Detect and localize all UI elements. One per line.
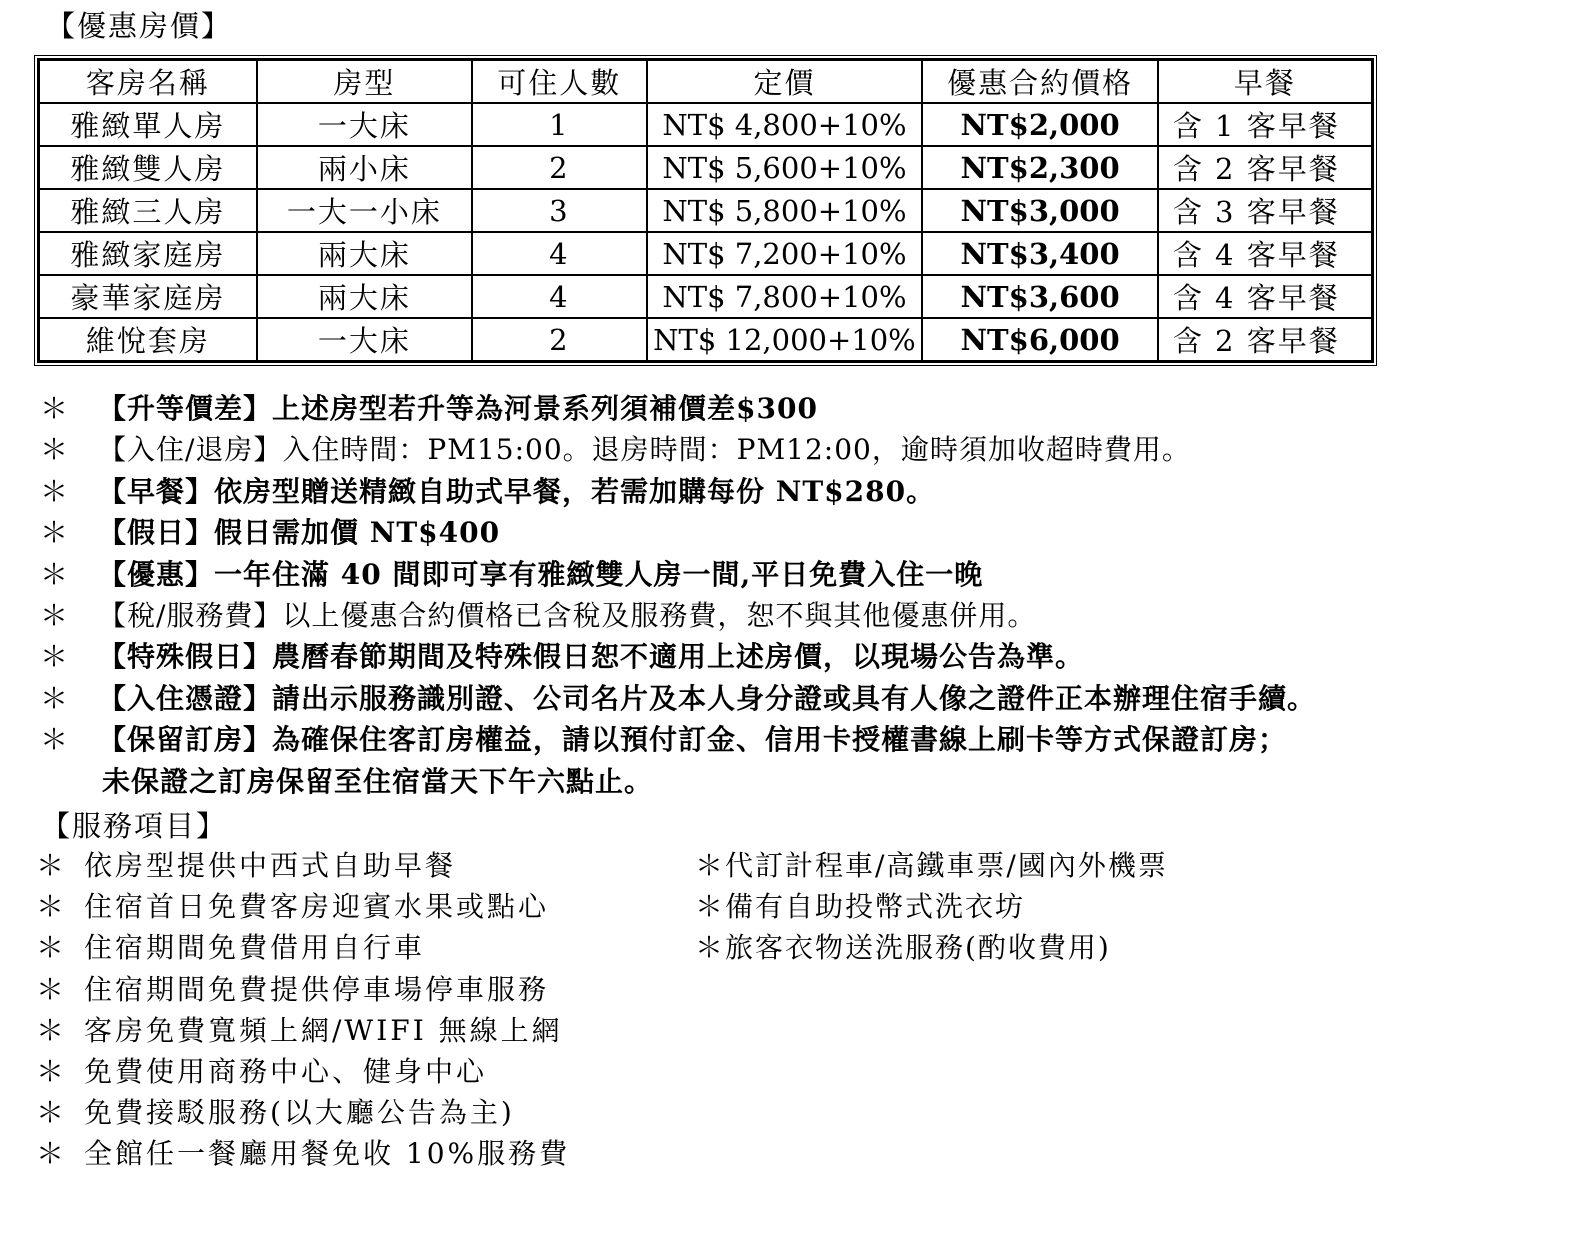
- bullet-star: ＊: [40, 598, 70, 632]
- bullet-star: ＊: [36, 1013, 68, 1047]
- service-text: 依房型提供中西式自助早餐: [84, 849, 457, 882]
- note-text: 【特殊假日】農曆春節期間及特殊假日恕不適用上述房價，以現場公告為準。: [98, 640, 1085, 674]
- service-item: [36, 886, 570, 927]
- table-row: [39, 189, 1373, 232]
- header-breakfast: 早餐: [1158, 60, 1373, 104]
- price-section-title: 【優惠房價】: [46, 9, 233, 43]
- header-capacity: 可住人數: [472, 60, 646, 104]
- bullet-star: ＊: [36, 1054, 68, 1088]
- bullet-star: ＊: [40, 640, 70, 674]
- promo-price-cell: NT$2,000: [922, 103, 1157, 146]
- bullet-star: ＊: [40, 474, 70, 508]
- note-item: [40, 388, 1316, 429]
- room-name-cell: 雅緻單人房: [39, 103, 257, 146]
- service-text: 住宿首日免費客房迎賓水果或點心: [84, 890, 550, 924]
- service-text: 住宿期間免費提供停車場停車服務: [84, 972, 550, 1006]
- capacity-cell: 2: [472, 318, 646, 362]
- service-item: [36, 1010, 570, 1051]
- table-header-row: [39, 60, 1373, 104]
- service-text: 免費接駁服務(以大廳公告為主): [84, 1096, 515, 1130]
- bullet-star: ＊: [40, 392, 70, 425]
- services-list-left: [36, 845, 570, 1175]
- bullet-star: ＊: [40, 723, 70, 757]
- note-item: [40, 595, 1316, 636]
- service-item: ＊代訂計程車/高鐵車票/國內外機票: [695, 849, 1168, 882]
- breakfast-cell: 含 4 客早餐: [1158, 275, 1373, 318]
- breakfast-cell: 含 1 客早餐: [1158, 103, 1373, 146]
- note-item: [40, 512, 1316, 553]
- room-name-cell: 維悅套房: [39, 318, 257, 362]
- bullet-star: ＊: [36, 890, 68, 924]
- room-name-cell: 雅緻家庭房: [39, 232, 257, 275]
- service-text: 住宿期間免費借用自行車: [84, 931, 426, 965]
- table-row: [39, 146, 1373, 189]
- breakfast-cell: 含 3 客早餐: [1158, 189, 1373, 232]
- service-item: [36, 1051, 570, 1092]
- capacity-cell: 4: [472, 275, 646, 318]
- list-price-cell: NT$ 7,200+10%: [647, 232, 923, 275]
- note-text: 【入住憑證】請出示服務識別證、公司名片及本人身分證或具有人像之證件正本辦理住宿手續。: [98, 681, 1317, 715]
- bullet-star: ＊: [36, 849, 68, 882]
- note-item: [40, 429, 1316, 470]
- note-item: [40, 554, 1316, 595]
- note-text: 【早餐】依房型贈送精緻自助式早餐，若需加購每份 NT$280。: [98, 474, 936, 508]
- note-text: 【入住/退房】入住時間：PM15:00。退房時間：PM12:00，逾時須加收超時費用。: [98, 433, 1191, 467]
- promo-price-cell: NT$3,600: [922, 275, 1157, 318]
- capacity-cell: 1: [472, 103, 646, 146]
- bed-type-cell: 一大床: [257, 103, 472, 146]
- service-item: [36, 1133, 570, 1174]
- service-item: [36, 845, 570, 886]
- header-list-price: 定價: [647, 60, 923, 104]
- note-text: 【升等價差】上述房型若升等為河景系列須補價差$300: [98, 392, 818, 425]
- breakfast-cell: 含 4 客早餐: [1158, 232, 1373, 275]
- service-item: ＊備有自助投幣式洗衣坊: [695, 890, 1026, 924]
- bullet-star: ＊: [40, 433, 70, 467]
- service-item: ＊旅客衣物送洗服務(酌收費用): [695, 931, 1111, 965]
- service-item: [36, 927, 570, 968]
- service-item: [36, 969, 570, 1010]
- capacity-cell: 3: [472, 189, 646, 232]
- notes-list: [40, 388, 1316, 802]
- promo-price-cell: NT$3,000: [922, 189, 1157, 232]
- service-item: [36, 1092, 570, 1133]
- bullet-star: ＊: [36, 1096, 68, 1130]
- room-name-cell: 雅緻三人房: [39, 189, 257, 232]
- note-text: 未保證之訂房保留至住宿當天下午六點止。: [102, 764, 654, 798]
- bullet-star: ＊: [36, 1137, 68, 1171]
- bed-type-cell: 一大床: [257, 318, 472, 362]
- note-item: [40, 471, 1316, 512]
- room-name-cell: 雅緻雙人房: [39, 146, 257, 189]
- service-section-title: 【服務項目】: [41, 809, 228, 843]
- bed-type-cell: 一大一小床: [257, 189, 472, 232]
- service-text: 免費使用商務中心、健身中心: [84, 1054, 488, 1088]
- capacity-cell: 2: [472, 146, 646, 189]
- note-item: [40, 719, 1316, 760]
- capacity-cell: 4: [472, 232, 646, 275]
- breakfast-cell: 含 2 客早餐: [1158, 318, 1373, 362]
- list-price-cell: NT$ 5,800+10%: [647, 189, 923, 232]
- bed-type-cell: 兩小床: [257, 146, 472, 189]
- room-price-table: [37, 58, 1374, 363]
- note-text: 【保留訂房】為確保住客訂房權益，請以預付訂金、信用卡授權書線上刷卡等方式保證訂房；: [98, 723, 1288, 757]
- bullet-star: ＊: [40, 516, 70, 550]
- list-price-cell: NT$ 4,800+10%: [647, 103, 923, 146]
- table-row: [39, 232, 1373, 275]
- note-item: [40, 678, 1316, 719]
- list-price-cell: NT$ 5,600+10%: [647, 146, 923, 189]
- table-row: [39, 318, 1373, 362]
- service-text: 全館任一餐廳用餐免收 10%服務費: [84, 1137, 571, 1171]
- bullet-star: ＊: [36, 931, 68, 965]
- header-promo-price: 優惠合約價格: [922, 60, 1157, 104]
- breakfast-cell: 含 2 客早餐: [1158, 146, 1373, 189]
- promo-price-cell: NT$3,400: [922, 232, 1157, 275]
- header-room-name: 客房名稱: [39, 60, 257, 104]
- promo-price-cell: NT$2,300: [922, 146, 1157, 189]
- list-price-cell: NT$ 12,000+10%: [647, 318, 923, 362]
- table-row: [39, 275, 1373, 318]
- bed-type-cell: 兩大床: [257, 275, 472, 318]
- note-item: [40, 636, 1316, 677]
- note-text: 【假日】假日需加價 NT$400: [98, 516, 501, 550]
- bullet-star: ＊: [40, 557, 70, 591]
- note-continuation: [40, 761, 1316, 802]
- promo-price-cell: NT$6,000: [922, 318, 1157, 362]
- services-list-right: [695, 845, 1168, 969]
- table-row: [39, 103, 1373, 146]
- note-text: 【稅/服務費】以上優惠合約價格已含稅及服務費，恕不與其他優惠併用。: [98, 598, 1037, 632]
- service-text: 客房免費寬頻上網/WIFI 無線上網: [84, 1013, 563, 1047]
- bed-type-cell: 兩大床: [257, 232, 472, 275]
- header-bed-type: 房型: [257, 60, 472, 104]
- bullet-star: ＊: [36, 972, 68, 1006]
- note-text: 【優惠】一年住滿 40 間即可享有雅緻雙人房一間,平日免費入住一晚: [98, 557, 984, 591]
- room-name-cell: 豪華家庭房: [39, 275, 257, 318]
- bullet-star: ＊: [40, 681, 70, 715]
- list-price-cell: NT$ 7,800+10%: [647, 275, 923, 318]
